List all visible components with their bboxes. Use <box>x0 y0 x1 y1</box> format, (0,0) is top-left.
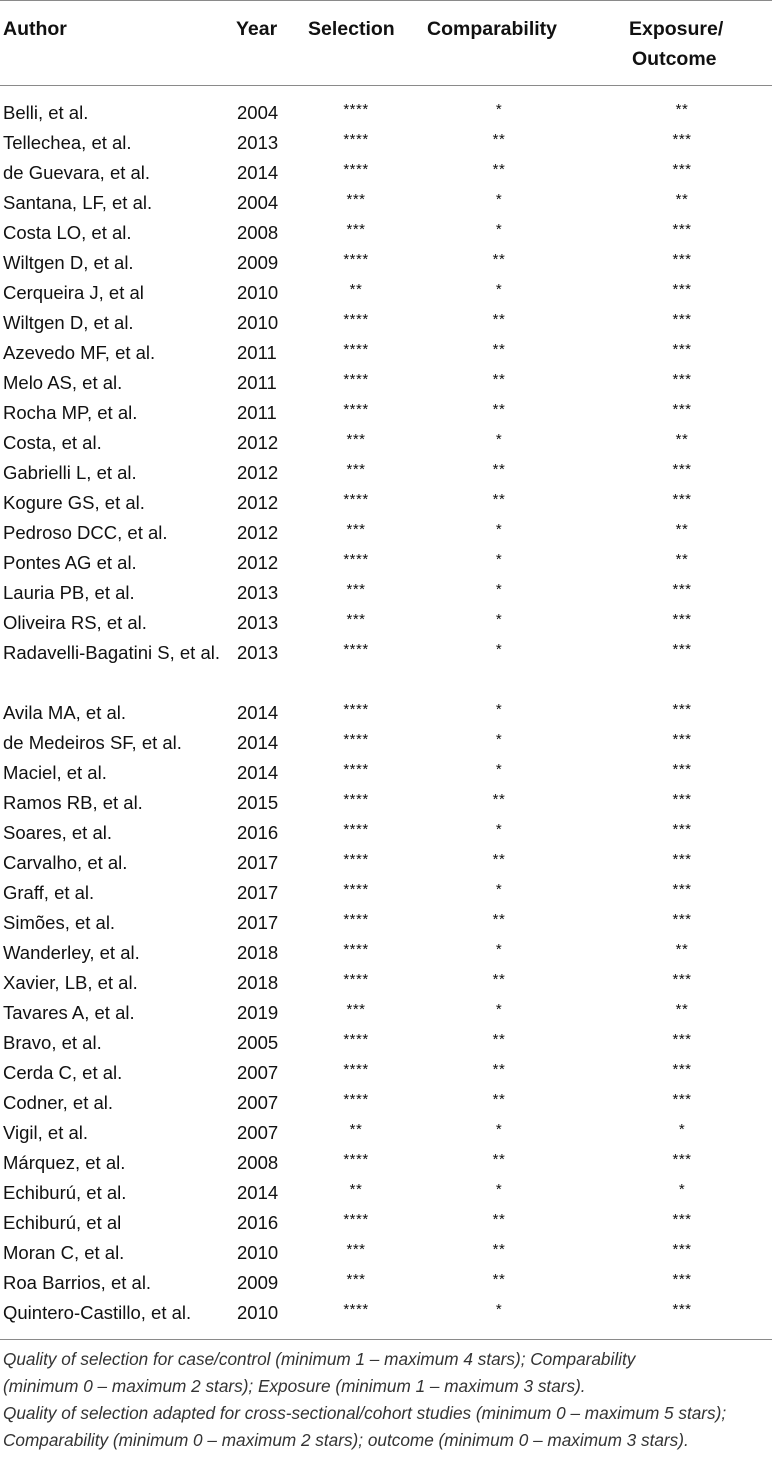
table-row <box>0 1208 772 1238</box>
author-cell: Melo AS, et al. <box>3 372 123 393</box>
selection-stars: **** <box>343 551 369 568</box>
exposure-stars: *** <box>672 911 692 928</box>
selection-stars: **** <box>343 851 369 868</box>
selection-stars: **** <box>343 311 369 328</box>
year-cell: 2014 <box>237 762 279 783</box>
table-row <box>0 998 772 1028</box>
exposure-stars: *** <box>672 1061 692 1078</box>
comparability-stars: ** <box>492 461 506 478</box>
year-cell: 2016 <box>237 1212 279 1233</box>
selection-stars: **** <box>343 911 369 928</box>
footnote-line: (minimum 0 – maximum 2 stars); Exposure (minimum 1 – maximum 3 stars). <box>3 1376 586 1396</box>
selection-stars: **** <box>343 941 369 958</box>
header-year: Year <box>236 18 278 40</box>
author-cell: Rocha MP, et al. <box>3 402 138 423</box>
exposure-stars: *** <box>672 251 692 268</box>
header-author: Author <box>3 18 67 40</box>
table-row <box>0 338 772 368</box>
table-row <box>0 1238 772 1268</box>
selection-stars: **** <box>343 1151 369 1168</box>
year-cell: 2018 <box>237 942 279 963</box>
table-row <box>0 278 772 308</box>
selection-stars: **** <box>343 761 369 778</box>
year-cell: 2012 <box>237 522 279 543</box>
table-row <box>0 458 772 488</box>
table-row <box>0 158 772 188</box>
selection-stars: *** <box>346 581 366 598</box>
author-cell: Echiburú, et al <box>3 1212 122 1233</box>
exposure-stars: *** <box>672 131 692 148</box>
table-row <box>0 578 772 608</box>
author-cell: Avila MA, et al. <box>3 702 127 723</box>
selection-stars: **** <box>343 821 369 838</box>
year-cell: 2007 <box>237 1122 279 1143</box>
table-row <box>0 1028 772 1058</box>
selection-stars: **** <box>343 371 369 388</box>
author-cell: Tellechea, et al. <box>3 132 132 153</box>
year-cell: 2017 <box>237 912 279 933</box>
selection-stars: *** <box>346 221 366 238</box>
exposure-stars: *** <box>672 851 692 868</box>
exposure-stars: *** <box>672 1241 692 1258</box>
author-cell: Moran C, et al. <box>3 1242 125 1263</box>
selection-stars: **** <box>343 1031 369 1048</box>
comparability-stars: ** <box>492 161 506 178</box>
exposure-stars: *** <box>672 401 692 418</box>
year-cell: 2018 <box>237 972 279 993</box>
year-cell: 2014 <box>237 732 279 753</box>
table-row <box>0 218 772 248</box>
author-cell: de Guevara, et al. <box>3 162 151 183</box>
comparability-stars: ** <box>492 851 506 868</box>
exposure-stars: ** <box>675 101 689 118</box>
selection-stars: *** <box>346 611 366 628</box>
year-cell: 2010 <box>237 1302 279 1323</box>
exposure-stars: ** <box>675 941 689 958</box>
comparability-stars: ** <box>492 1211 506 1228</box>
author-cell: Ramos RB, et al. <box>3 792 143 813</box>
year-cell: 2007 <box>237 1062 279 1083</box>
table-row <box>0 1058 772 1088</box>
year-cell: 2004 <box>237 102 279 123</box>
author-cell: Simões, et al. <box>3 912 116 933</box>
selection-stars: *** <box>346 521 366 538</box>
table-row <box>0 368 772 398</box>
exposure-stars: *** <box>672 1091 692 1108</box>
table-row <box>0 698 772 728</box>
author-cell: Oliveira RS, et al. <box>3 612 147 633</box>
table-footnotes <box>3 1346 771 1454</box>
comparability-stars: ** <box>492 401 506 418</box>
comparability-stars: ** <box>492 371 506 388</box>
author-cell: de Medeiros SF, et al. <box>3 732 182 753</box>
year-cell: 2010 <box>237 1242 279 1263</box>
exposure-stars: *** <box>672 371 692 388</box>
exposure-stars: *** <box>672 611 692 628</box>
comparability-stars: * <box>495 701 503 718</box>
author-cell: Azevedo MF, et al. <box>3 342 156 363</box>
year-cell: 2015 <box>237 792 279 813</box>
selection-stars: **** <box>343 1301 369 1318</box>
author-cell: Codner, et al. <box>3 1092 114 1113</box>
exposure-stars: *** <box>672 1151 692 1168</box>
comparability-stars: ** <box>492 1151 506 1168</box>
table-row <box>0 1298 772 1328</box>
selection-stars: ** <box>349 281 363 298</box>
table-row <box>0 488 772 518</box>
comparability-stars: * <box>495 1121 503 1138</box>
exposure-stars: ** <box>675 1001 689 1018</box>
footnote-line: Quality of selection for case/control (minimum 1 – maximum 4 stars); Comparability <box>3 1349 636 1369</box>
year-cell: 2013 <box>237 582 279 603</box>
exposure-stars: * <box>678 1121 686 1138</box>
comparability-stars: * <box>495 191 503 208</box>
year-cell: 2005 <box>237 1032 279 1053</box>
exposure-stars: ** <box>675 191 689 208</box>
year-cell: 2009 <box>237 252 279 273</box>
author-cell: Radavelli-Bagatini S, et al. <box>3 642 220 663</box>
author-cell: Carvalho, et al. <box>3 852 128 873</box>
exposure-stars: *** <box>672 1031 692 1048</box>
author-cell: Santana, LF, et al. <box>3 192 153 213</box>
exposure-stars: *** <box>672 881 692 898</box>
table-row <box>0 728 772 758</box>
table-row <box>0 308 772 338</box>
author-cell: Belli, et al. <box>3 102 89 123</box>
comparability-stars: ** <box>492 1241 506 1258</box>
header-bottom-rule <box>0 85 772 86</box>
author-cell: Bravo, et al. <box>3 1032 102 1053</box>
table-row <box>0 188 772 218</box>
header-comparability: Comparability <box>427 18 558 40</box>
exposure-stars: * <box>678 1181 686 1198</box>
table-row <box>0 788 772 818</box>
comparability-stars: ** <box>492 491 506 508</box>
year-cell: 2013 <box>237 642 279 663</box>
table-row <box>0 548 772 578</box>
exposure-stars: *** <box>672 821 692 838</box>
exposure-stars: ** <box>675 551 689 568</box>
table-row <box>0 1118 772 1148</box>
year-cell: 2009 <box>237 1272 279 1293</box>
comparability-stars: * <box>495 941 503 958</box>
author-cell: Gabrielli L, et al. <box>3 462 137 483</box>
comparability-stars: * <box>495 731 503 748</box>
exposure-stars: *** <box>672 221 692 238</box>
year-cell: 2007 <box>237 1092 279 1113</box>
comparability-stars: * <box>495 611 503 628</box>
exposure-stars: *** <box>672 971 692 988</box>
author-cell: Vigil, et al. <box>3 1122 89 1143</box>
author-cell: Graff, et al. <box>3 882 95 903</box>
year-cell: 2017 <box>237 852 279 873</box>
table-row <box>0 818 772 848</box>
header-exposure-line2: Outcome <box>632 48 717 70</box>
author-cell: Cerqueira J, et al <box>3 282 144 303</box>
author-cell: Costa LO, et al. <box>3 222 132 243</box>
exposure-stars: *** <box>672 581 692 598</box>
year-cell: 2011 <box>237 342 277 363</box>
author-cell: Lauria PB, et al. <box>3 582 135 603</box>
exposure-stars: *** <box>672 1301 692 1318</box>
exposure-stars: *** <box>672 701 692 718</box>
author-cell: Roa Barrios, et al. <box>3 1272 152 1293</box>
comparability-stars: * <box>495 641 503 658</box>
exposure-stars: ** <box>675 431 689 448</box>
comparability-stars: * <box>495 1181 503 1198</box>
selection-stars: **** <box>343 731 369 748</box>
comparability-stars: * <box>495 101 503 118</box>
table-top-rule <box>0 0 772 1</box>
year-cell: 2012 <box>237 552 279 573</box>
selection-stars: *** <box>346 461 366 478</box>
year-cell: 2012 <box>237 492 279 513</box>
selection-stars: *** <box>346 191 366 208</box>
year-cell: 2013 <box>237 612 279 633</box>
selection-stars: **** <box>343 641 369 658</box>
exposure-stars: *** <box>672 281 692 298</box>
comparability-stars: * <box>495 551 503 568</box>
year-cell: 2010 <box>237 312 279 333</box>
selection-stars: **** <box>343 161 369 178</box>
table-row <box>0 848 772 878</box>
author-cell: Costa, et al. <box>3 432 102 453</box>
year-cell: 2010 <box>237 282 279 303</box>
table-bottom-rule <box>0 1339 772 1340</box>
table-row <box>0 1148 772 1178</box>
exposure-stars: ** <box>675 521 689 538</box>
author-cell: Wanderley, et al. <box>3 942 140 963</box>
header-selection: Selection <box>308 18 395 40</box>
comparability-stars: ** <box>492 1061 506 1078</box>
header-exposure-line1: Exposure/ <box>629 18 724 40</box>
selection-stars: **** <box>343 341 369 358</box>
table-row <box>0 1178 772 1208</box>
table-row <box>0 908 772 938</box>
selection-stars: **** <box>343 881 369 898</box>
selection-stars: **** <box>343 131 369 148</box>
year-cell: 2012 <box>237 462 279 483</box>
selection-stars: *** <box>346 1001 366 1018</box>
comparability-stars: ** <box>492 341 506 358</box>
table-row <box>0 1268 772 1298</box>
table-row <box>0 608 772 638</box>
comparability-stars: * <box>495 1001 503 1018</box>
exposure-stars: *** <box>672 1271 692 1288</box>
comparability-stars: ** <box>492 251 506 268</box>
exposure-stars: *** <box>672 761 692 778</box>
comparability-stars: * <box>495 881 503 898</box>
comparability-stars: ** <box>492 911 506 928</box>
author-cell: Quintero-Castillo, et al. <box>3 1302 192 1323</box>
comparability-stars: ** <box>492 131 506 148</box>
selection-stars: *** <box>346 431 366 448</box>
selection-stars: *** <box>346 1241 366 1258</box>
comparability-stars: * <box>495 281 503 298</box>
exposure-stars: *** <box>672 1211 692 1228</box>
comparability-stars: * <box>495 221 503 238</box>
selection-stars: **** <box>343 1061 369 1078</box>
selection-stars: **** <box>343 971 369 988</box>
year-cell: 2014 <box>237 1182 279 1203</box>
comparability-stars: * <box>495 581 503 598</box>
table-row <box>0 1088 772 1118</box>
comparability-stars: * <box>495 431 503 448</box>
exposure-stars: *** <box>672 161 692 178</box>
exposure-stars: *** <box>672 731 692 748</box>
comparability-stars: ** <box>492 971 506 988</box>
table-row <box>0 398 772 428</box>
table-row <box>0 878 772 908</box>
selection-stars: ** <box>349 1121 363 1138</box>
table-row <box>0 518 772 548</box>
author-cell: Márquez, et al. <box>3 1152 126 1173</box>
selection-stars: *** <box>346 1271 366 1288</box>
selection-stars: **** <box>343 1091 369 1108</box>
author-cell: Wiltgen D, et al. <box>3 252 134 273</box>
year-cell: 2019 <box>237 1002 279 1023</box>
year-cell: 2008 <box>237 1152 279 1173</box>
table-row <box>0 758 772 788</box>
table-row <box>0 938 772 968</box>
selection-stars: **** <box>343 1211 369 1228</box>
author-cell: Pedroso DCC, et al. <box>3 522 168 543</box>
author-cell: Maciel, et al. <box>3 762 107 783</box>
year-cell: 2004 <box>237 192 279 213</box>
exposure-stars: *** <box>672 641 692 658</box>
year-cell: 2014 <box>237 162 279 183</box>
year-cell: 2008 <box>237 222 279 243</box>
comparability-stars: * <box>495 761 503 778</box>
comparability-stars: ** <box>492 311 506 328</box>
author-cell: Echiburú, et al. <box>3 1182 127 1203</box>
year-cell: 2011 <box>237 372 277 393</box>
comparability-stars: ** <box>492 1271 506 1288</box>
author-cell: Xavier, LB, et al. <box>3 972 138 993</box>
table-row <box>0 98 772 128</box>
selection-stars: **** <box>343 101 369 118</box>
table-row <box>0 248 772 278</box>
selection-stars: **** <box>343 701 369 718</box>
footnote-line: Quality of selection adapted for cross-sectional/cohort studies (minimum 0 – maximum 5 stars); <box>3 1403 727 1423</box>
selection-stars: **** <box>343 791 369 808</box>
exposure-stars: *** <box>672 791 692 808</box>
year-cell: 2012 <box>237 432 279 453</box>
selection-stars: **** <box>343 401 369 418</box>
author-cell: Wiltgen D, et al. <box>3 312 134 333</box>
year-cell: 2014 <box>237 702 279 723</box>
author-cell: Soares, et al. <box>3 822 113 843</box>
exposure-stars: *** <box>672 461 692 478</box>
selection-stars: ** <box>349 1181 363 1198</box>
selection-stars: **** <box>343 251 369 268</box>
exposure-stars: *** <box>672 341 692 358</box>
comparability-stars: * <box>495 1301 503 1318</box>
exposure-stars: *** <box>672 491 692 508</box>
year-cell: 2016 <box>237 822 279 843</box>
author-cell: Tavares A, et al. <box>3 1002 135 1023</box>
exposure-stars: *** <box>672 311 692 328</box>
author-cell: Kogure GS, et al. <box>3 492 145 513</box>
table-row <box>0 428 772 458</box>
comparability-stars: ** <box>492 791 506 808</box>
selection-stars: **** <box>343 491 369 508</box>
year-cell: 2017 <box>237 882 279 903</box>
comparability-stars: ** <box>492 1031 506 1048</box>
footnote-line: Comparability (minimum 0 – maximum 2 stars); outcome (minimum 0 – maximum 3 stars). <box>3 1430 689 1450</box>
comparability-stars: ** <box>492 1091 506 1108</box>
table-row <box>0 638 772 698</box>
year-cell: 2011 <box>237 402 277 423</box>
author-cell: Cerda C, et al. <box>3 1062 123 1083</box>
year-cell: 2013 <box>237 132 279 153</box>
table-row <box>0 128 772 158</box>
comparability-stars: * <box>495 521 503 538</box>
author-cell: Pontes AG et al. <box>3 552 137 573</box>
comparability-stars: * <box>495 821 503 838</box>
table-row <box>0 968 772 998</box>
